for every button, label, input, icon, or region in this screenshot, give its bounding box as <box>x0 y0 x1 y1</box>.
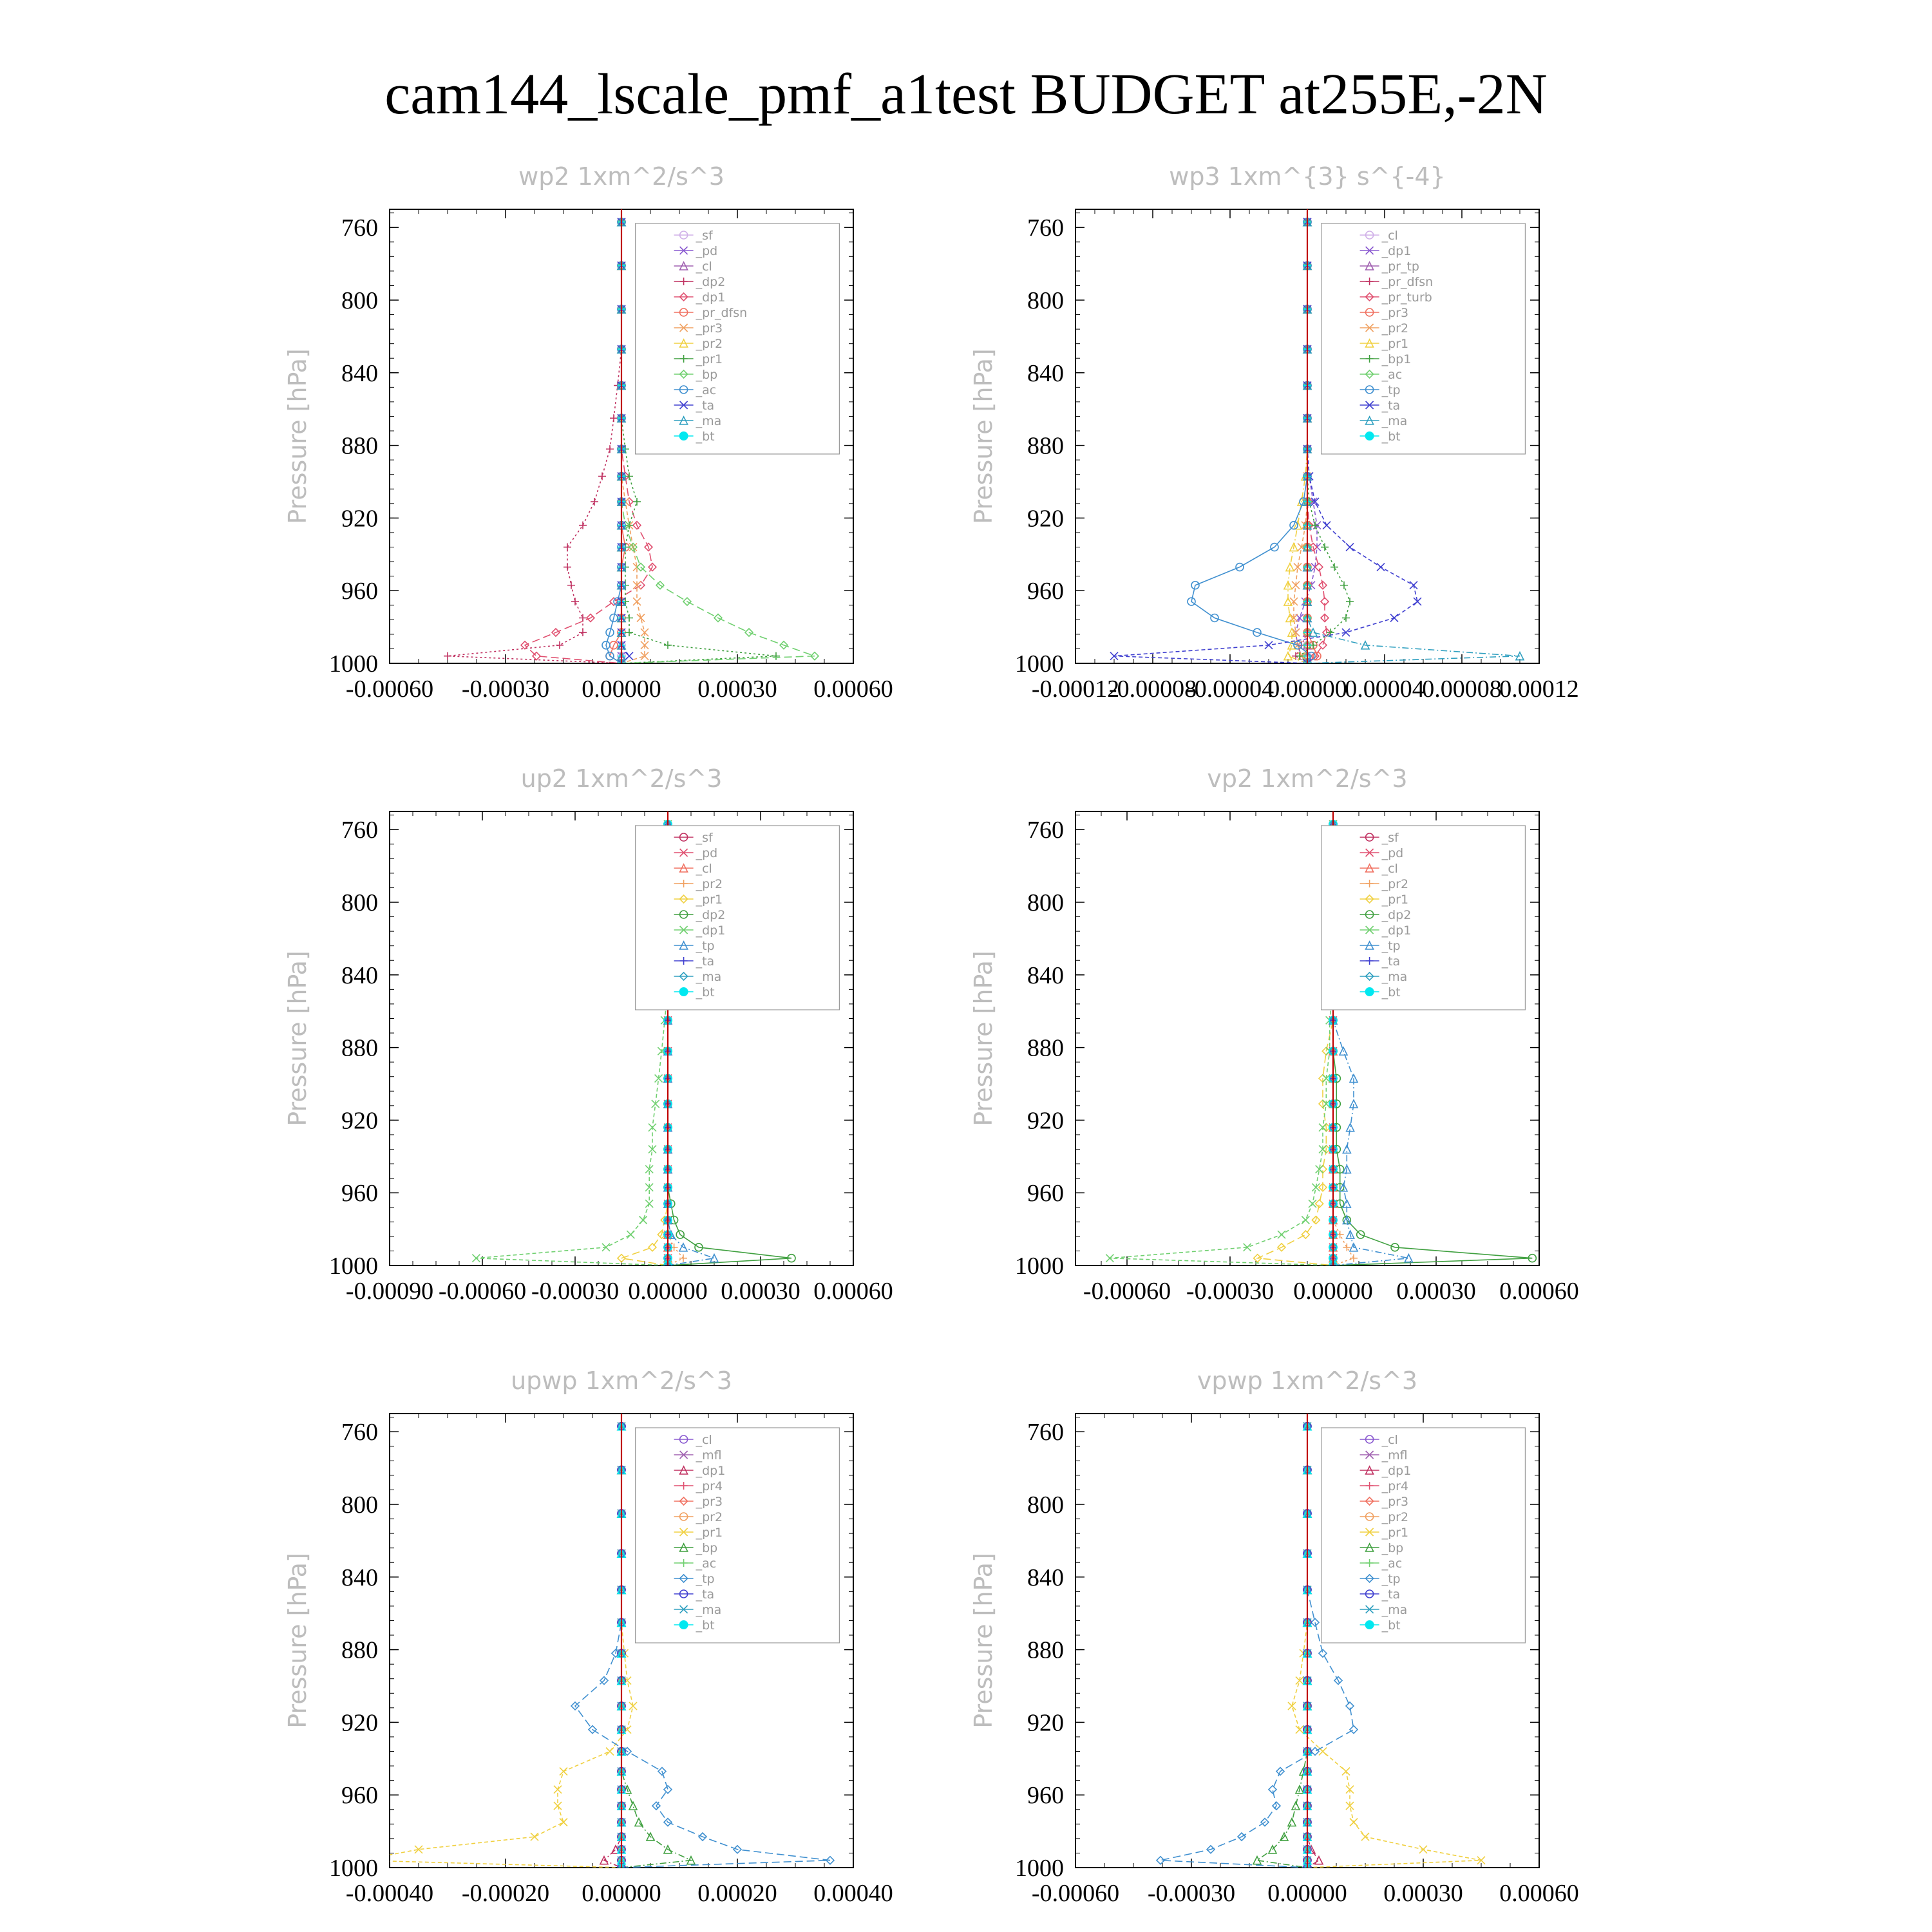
data-point <box>637 614 645 622</box>
legend-label: _ac <box>696 1557 717 1571</box>
legend-label: _pr1 <box>696 352 723 366</box>
x-tick-label: 0.00060 <box>1499 1880 1579 1907</box>
legend-box <box>636 1428 840 1643</box>
y-tick-label: 1000 <box>1015 1855 1064 1882</box>
legend-marker <box>679 1620 688 1629</box>
data-point <box>1342 1768 1350 1776</box>
legend-label: _pr1 <box>696 893 723 907</box>
legend-marker <box>1365 987 1374 996</box>
x-tick-label: 0.00000 <box>1293 1278 1373 1305</box>
data-point <box>1321 544 1329 551</box>
legend-label: _ta <box>696 399 715 413</box>
y-tick-label: 880 <box>341 1034 378 1062</box>
data-point <box>579 522 587 529</box>
legend-label: _tp <box>1381 383 1401 397</box>
legend-label: _tp <box>696 939 715 953</box>
x-tick-label: -0.00060 <box>1083 1278 1171 1305</box>
legend-label: _bp1 <box>1381 352 1412 366</box>
series-line-pr3 <box>1307 222 1317 663</box>
legend-label: _pr2 <box>696 337 723 351</box>
data-point <box>579 629 587 636</box>
page-title: cam144_lscale_pmf_a1test BUDGET at255E,-2N <box>384 62 1548 126</box>
series-line-dp1 <box>1296 222 1317 663</box>
data-point <box>579 614 587 622</box>
data-point <box>1414 598 1421 605</box>
panel-title: upwp 1xm^2/s^3 <box>511 1367 732 1395</box>
y-tick-label: 1000 <box>1015 650 1064 677</box>
legend-label: _tp <box>1381 1572 1401 1586</box>
legend-label: _ac <box>696 383 717 397</box>
y-tick-label: 920 <box>341 1107 378 1135</box>
x-tick-label: -0.00030 <box>1147 1880 1236 1907</box>
data-point <box>1410 582 1417 589</box>
legend-label: _sf <box>1381 831 1399 845</box>
data-point <box>1269 1786 1276 1794</box>
y-tick-label: 960 <box>1027 1180 1064 1208</box>
y-tick-label: 800 <box>341 889 378 916</box>
data-point <box>633 598 641 605</box>
legend-label: _ta <box>1381 399 1401 413</box>
legend-label: _mfl <box>696 1448 722 1463</box>
legend-label: _bt <box>696 430 715 444</box>
legend-label: _cl <box>696 1433 712 1447</box>
legend-label: _cl <box>696 260 712 274</box>
legend-box <box>636 223 840 454</box>
data-point <box>1390 614 1398 622</box>
legend-label: _bt <box>1381 430 1401 444</box>
x-tick-label: -0.00030 <box>1186 1278 1274 1305</box>
legend-label: _bp <box>696 368 718 382</box>
y-tick-label: 1000 <box>329 1855 378 1882</box>
y-axis-label: Pressure [hPa] <box>283 951 312 1126</box>
data-point <box>564 564 571 571</box>
legend-label: _ma <box>1381 1603 1408 1617</box>
legend-label: _ac <box>1381 368 1403 382</box>
data-point <box>625 629 633 636</box>
data-point <box>1361 1833 1369 1841</box>
legend-label: _dp1 <box>1381 1464 1412 1478</box>
legend-label: _dp1 <box>1381 244 1412 258</box>
y-tick-label: 960 <box>341 1180 378 1208</box>
legend-box <box>1321 826 1526 1010</box>
data-point <box>1292 1802 1300 1810</box>
legend-label: _bt <box>696 1618 715 1633</box>
panel-title: vpwp 1xm^2/s^3 <box>1197 1367 1418 1395</box>
legend-label: _sf <box>696 229 713 243</box>
x-tick-label: -0.00012 <box>1031 676 1120 703</box>
data-point <box>645 1200 653 1208</box>
y-tick-label: 760 <box>341 214 378 242</box>
y-tick-label: 920 <box>1027 505 1064 533</box>
data-point <box>1419 1846 1427 1853</box>
y-tick-label: 920 <box>341 1709 378 1737</box>
y-tick-label: 800 <box>1027 889 1064 916</box>
data-point <box>625 614 633 622</box>
legend-label: _pr_tp <box>1381 260 1419 274</box>
y-tick-label: 840 <box>341 1564 378 1591</box>
data-point <box>1284 652 1292 660</box>
data-point <box>1288 1702 1296 1710</box>
legend-label: _ac <box>1381 1557 1403 1571</box>
legend-label: _tp <box>696 1572 715 1586</box>
y-tick-label: 960 <box>341 1782 378 1810</box>
legend-label: _pr3 <box>696 321 723 336</box>
data-point <box>1405 1255 1412 1262</box>
data-point <box>606 1748 614 1756</box>
legend-label: _bt <box>1381 985 1401 999</box>
data-point <box>554 1802 562 1810</box>
data-point <box>1350 1726 1358 1734</box>
series-line-pr1 <box>361 1426 633 1868</box>
y-tick-label: 960 <box>341 578 378 605</box>
y-tick-label: 800 <box>1027 1492 1064 1519</box>
data-point <box>772 652 780 660</box>
x-tick-label: -0.00030 <box>531 1278 620 1305</box>
y-axis-label: Pressure [hPa] <box>969 348 998 524</box>
data-point <box>444 652 451 660</box>
legend-label: _bp <box>696 1541 718 1555</box>
legend-marker <box>1365 431 1374 440</box>
data-point <box>598 473 606 480</box>
data-point <box>649 1244 656 1251</box>
x-tick-label: -0.00040 <box>345 1880 434 1907</box>
y-tick-label: 840 <box>1027 359 1064 387</box>
chart-panel-3 <box>283 764 893 1305</box>
legend-label: _mfl <box>1381 1448 1408 1463</box>
legend-label: _dp1 <box>696 923 726 938</box>
y-tick-label: 1000 <box>329 1253 378 1280</box>
legend-label: _cl <box>1381 1433 1398 1447</box>
legend-label: _dp1 <box>1381 923 1412 938</box>
x-tick-label: 0.00012 <box>1499 676 1579 703</box>
y-tick-label: 1000 <box>329 650 378 677</box>
legend-label: _pr1 <box>696 1526 723 1540</box>
data-point <box>649 1124 656 1132</box>
legend-label: _pr2 <box>696 877 723 891</box>
legend-label: _pd <box>696 244 718 258</box>
y-axis-label: Pressure [hPa] <box>283 348 312 524</box>
x-tick-label: 0.00030 <box>721 1278 800 1305</box>
data-point <box>591 498 598 506</box>
legend-label: _ta <box>696 954 715 969</box>
series-line-pr_dfsn <box>610 222 625 663</box>
legend-box <box>1321 1428 1526 1643</box>
y-tick-label: 840 <box>341 359 378 387</box>
x-tick-label: 0.00020 <box>697 1880 777 1907</box>
legend-label: _pr_dfsn <box>1381 275 1434 289</box>
y-tick-label: 840 <box>341 961 378 989</box>
legend-label: _pr4 <box>1381 1479 1409 1493</box>
legend-label: _pr3 <box>1381 1495 1409 1509</box>
legend-label: _pr2 <box>696 1510 723 1524</box>
data-point <box>571 598 579 605</box>
y-tick-label: 920 <box>1027 1709 1064 1737</box>
legend-label: _dp2 <box>696 908 726 922</box>
legend-label: _pr3 <box>1381 306 1409 320</box>
data-point <box>629 1702 637 1710</box>
legend-label: _pr_dfsn <box>696 306 748 320</box>
x-tick-label: 0.00000 <box>1267 1880 1347 1907</box>
y-tick-label: 880 <box>1027 1636 1064 1664</box>
data-point <box>567 582 575 589</box>
x-tick-label: 0.00000 <box>582 676 661 703</box>
legend-label: _ma <box>696 414 722 428</box>
data-point <box>627 1231 634 1238</box>
legend-label: _pr3 <box>696 1495 723 1509</box>
legend-label: _ma <box>1381 414 1408 428</box>
legend-marker <box>679 987 688 996</box>
data-point <box>1342 614 1350 622</box>
x-tick-label: -0.00060 <box>1031 1880 1120 1907</box>
y-tick-label: 760 <box>341 817 378 844</box>
series-line-dp1 <box>1110 824 1333 1265</box>
data-point <box>1302 1217 1309 1224</box>
legend-label: _pr2 <box>1381 877 1409 891</box>
data-point <box>633 498 641 506</box>
data-point <box>629 1802 637 1810</box>
x-tick-label: 0.00040 <box>813 1880 893 1907</box>
legend-label: _dp2 <box>696 275 726 289</box>
legend-label: _pr2 <box>1381 1510 1409 1524</box>
x-tick-label: -0.00008 <box>1108 676 1197 703</box>
data-point <box>610 414 618 422</box>
series-line-pr2 <box>1294 222 1307 663</box>
x-tick-label: -0.00030 <box>461 676 550 703</box>
x-tick-label: -0.00004 <box>1186 676 1274 703</box>
data-point <box>554 1786 562 1794</box>
x-tick-label: -0.00020 <box>461 1880 550 1907</box>
series-line-pr_dfsn <box>1296 222 1307 663</box>
data-point <box>1331 564 1338 571</box>
data-point <box>1315 564 1323 571</box>
legend-label: _cl <box>1381 229 1398 243</box>
x-tick-label: -0.00090 <box>345 1278 434 1305</box>
data-point <box>1278 1231 1285 1238</box>
y-tick-label: 840 <box>1027 1564 1064 1591</box>
chart-panel-5 <box>283 1367 893 1907</box>
legend-label: _pr2 <box>1381 321 1409 336</box>
data-point <box>606 445 614 453</box>
x-tick-label: 0.00030 <box>697 676 777 703</box>
panel-title: wp2 1xm^2/s^3 <box>518 162 724 191</box>
y-axis-label: Pressure [hPa] <box>283 1553 312 1728</box>
y-tick-label: 1000 <box>1015 1253 1064 1280</box>
y-tick-label: 800 <box>341 287 378 314</box>
y-tick-label: 880 <box>341 432 378 460</box>
legend-label: _bp <box>1381 1541 1404 1555</box>
x-tick-label: 0.00030 <box>1383 1880 1463 1907</box>
legend-label: _bt <box>1381 1618 1401 1633</box>
data-point <box>1296 1726 1303 1734</box>
x-tick-label: 0.00004 <box>1345 676 1425 703</box>
data-point <box>556 641 564 649</box>
data-point <box>639 1217 647 1224</box>
series-line-tp <box>1191 222 1311 663</box>
legend-label: _pd <box>1381 846 1404 860</box>
data-point <box>1319 1124 1327 1132</box>
data-point <box>1343 1244 1350 1251</box>
data-point <box>1311 1748 1319 1756</box>
legend-label: _pr4 <box>696 1479 723 1493</box>
legend-label: _pr_turb <box>1381 290 1432 305</box>
data-point <box>1346 598 1354 605</box>
series-line-dp2 <box>448 222 621 663</box>
x-tick-label: 0.00000 <box>628 1278 708 1305</box>
chart-panel-6 <box>969 1367 1579 1907</box>
data-point <box>625 652 633 660</box>
legend-label: _ta <box>1381 954 1401 969</box>
data-point <box>1288 1819 1296 1826</box>
y-tick-label: 880 <box>341 1636 378 1664</box>
data-point <box>1316 1200 1323 1208</box>
legend-label: _ta <box>696 1587 715 1602</box>
panel-title: vp2 1xm^2/s^3 <box>1207 764 1408 793</box>
data-point <box>564 544 571 551</box>
y-tick-label: 880 <box>1027 432 1064 460</box>
series-line-dp1 <box>1307 1426 1319 1868</box>
x-tick-label: 0.00060 <box>813 1278 893 1305</box>
legend-marker <box>679 431 688 440</box>
series-line-dp1 <box>525 222 652 663</box>
x-tick-label: -0.00060 <box>438 1278 527 1305</box>
data-point <box>679 1255 687 1262</box>
legend-label: _dp1 <box>696 290 726 305</box>
y-tick-label: 760 <box>341 1419 378 1446</box>
data-point <box>560 1819 567 1826</box>
legend-label: _pd <box>696 846 718 860</box>
y-tick-label: 920 <box>1027 1107 1064 1135</box>
data-point <box>1350 1819 1358 1826</box>
x-tick-label: 0.00008 <box>1422 676 1502 703</box>
data-point <box>664 1786 672 1794</box>
x-tick-label: 0.00060 <box>813 676 893 703</box>
x-tick-label: 0.00030 <box>1396 1278 1476 1305</box>
chart-panel-1 <box>283 162 893 703</box>
x-tick-label: 0.00060 <box>1499 1278 1579 1305</box>
data-point <box>1311 1618 1319 1626</box>
series-line-bp <box>1257 1426 1307 1868</box>
y-tick-label: 760 <box>1027 817 1064 844</box>
data-point <box>1319 1649 1327 1657</box>
legend-label: _pr1 <box>1381 1526 1409 1540</box>
legend-label: _sf <box>696 831 713 845</box>
legend-marker <box>1365 1620 1374 1629</box>
data-point <box>1350 1255 1358 1262</box>
data-point <box>1311 522 1319 529</box>
legend-label: _cl <box>696 862 712 876</box>
y-tick-label: 760 <box>1027 1419 1064 1446</box>
y-tick-label: 800 <box>1027 287 1064 314</box>
legend-label: _ma <box>1381 970 1408 984</box>
data-point <box>1319 641 1327 649</box>
data-point <box>1346 544 1354 551</box>
y-tick-label: 960 <box>1027 1782 1064 1810</box>
data-point <box>1323 522 1331 529</box>
y-tick-label: 880 <box>1027 1034 1064 1062</box>
legend-label: _ta <box>1381 1587 1401 1602</box>
data-point <box>1377 564 1385 571</box>
panel-title: wp3 1xm^{3} s^{-4} <box>1169 162 1446 191</box>
y-axis-label: Pressure [hPa] <box>969 1553 998 1728</box>
legend-label: _tp <box>1381 939 1401 953</box>
data-point <box>664 641 672 649</box>
series-line-dp1 <box>604 1426 621 1868</box>
series-line-pr1 <box>1288 222 1307 663</box>
data-point <box>1302 1231 1309 1238</box>
panel-title: up2 1xm^2/s^3 <box>520 764 723 793</box>
chart-panel-2 <box>969 162 1579 703</box>
x-tick-label: -0.00060 <box>345 676 434 703</box>
legend-box <box>1321 223 1526 454</box>
data-point <box>1340 582 1348 589</box>
y-axis-label: Pressure [hPa] <box>969 951 998 1126</box>
data-point <box>560 1768 567 1776</box>
legend-label: _ma <box>696 970 722 984</box>
data-point <box>1315 1857 1323 1864</box>
legend-label: _dp1 <box>696 1464 726 1478</box>
legend-label: _bt <box>696 985 715 999</box>
x-tick-label: 0.00000 <box>582 1880 661 1907</box>
legend-label: _pr1 <box>1381 893 1409 907</box>
y-tick-label: 840 <box>1027 961 1064 989</box>
data-point <box>472 1255 480 1262</box>
x-tick-label: 0.00000 <box>1267 676 1347 703</box>
chart-panel-4 <box>969 764 1579 1305</box>
legend-label: _cl <box>1381 862 1398 876</box>
data-point <box>1106 1255 1113 1262</box>
y-tick-label: 960 <box>1027 578 1064 605</box>
legend-label: _pr1 <box>1381 337 1409 351</box>
y-tick-label: 920 <box>341 505 378 533</box>
legend-label: _ma <box>696 1603 722 1617</box>
legend-box <box>636 826 840 1010</box>
series-line-ta <box>621 222 629 663</box>
y-tick-label: 760 <box>1027 214 1064 242</box>
legend-label: _dp2 <box>1381 908 1412 922</box>
y-tick-label: 800 <box>341 1492 378 1519</box>
